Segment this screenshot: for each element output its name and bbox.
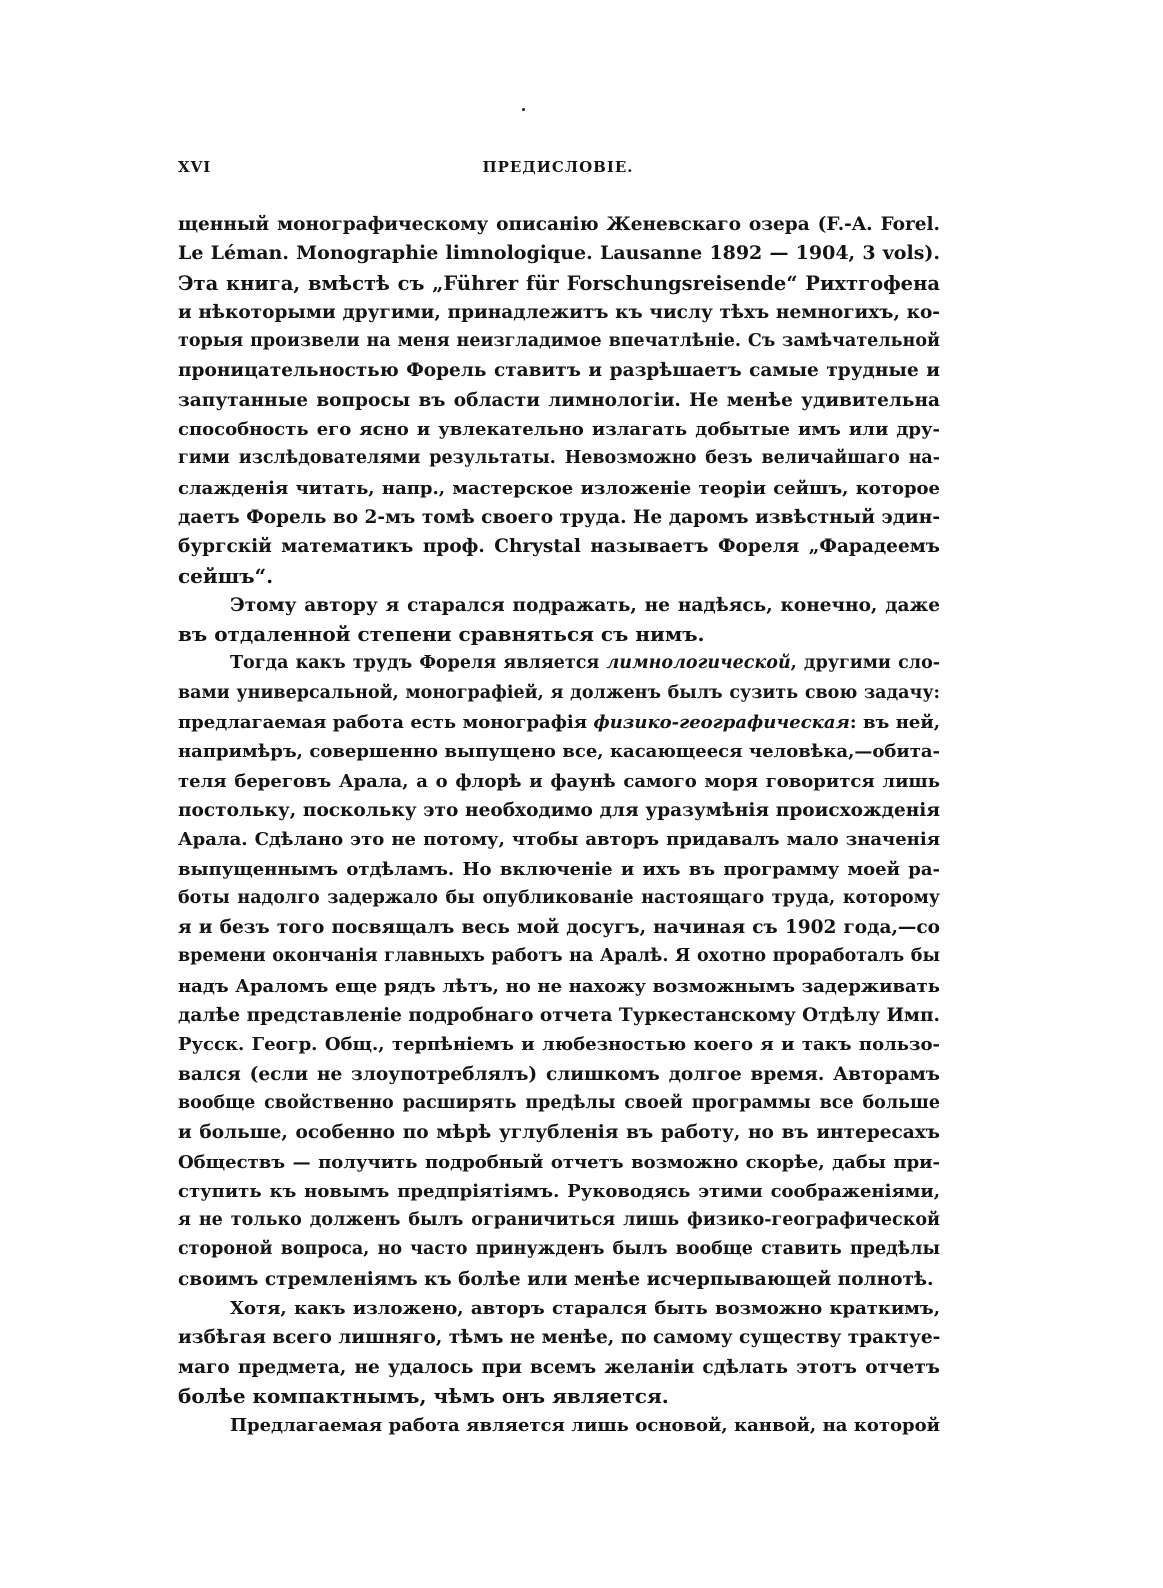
text-line: далѣе представленіе подробнаго отчета Туркестанскому Отдѣлу Имп. bbox=[178, 1005, 940, 1027]
text-line: маго предмета, не удалось при всемъ желаніи сдѣлать этотъ отчетъ bbox=[178, 1356, 940, 1378]
text-line: проницательностью Форель ставитъ и разрѣшаетъ самые трудные и bbox=[178, 360, 940, 382]
text-line: теля береговъ Арала, а о флорѣ и фаунѣ самого моря говорится лишь bbox=[178, 770, 940, 792]
text-line: Русск. Геогр. Общ., терпѣніемъ и любезностью коего я и такъ пользо- bbox=[178, 1034, 940, 1056]
running-head bbox=[178, 158, 938, 184]
page-number: XVI bbox=[178, 158, 212, 176]
text-segment: Тогда какъ трудъ Фореля является bbox=[230, 653, 607, 674]
text-line: ступить къ новымъ предпріятіямъ. Руководясь этими соображеніями, bbox=[178, 1180, 940, 1202]
body-text bbox=[178, 210, 940, 1440]
text-line: бургскій математикъ проф. Chrystal называетъ Фореля „Фарадеемъ bbox=[178, 536, 940, 558]
text-line: Обществъ — получить подробный отчетъ возможно скорѣе, дабы при- bbox=[178, 1151, 940, 1173]
text-line: вообще свойственно расширять предѣлы своей программы все больше bbox=[178, 1092, 940, 1113]
text-line: Арала. Сдѣлано это не потому, чтобы авторъ придавалъ мало значенія bbox=[178, 829, 940, 851]
text-line: постольку, поскольку это необходимо для уразумѣнія происхожденія bbox=[178, 799, 940, 821]
print-speck bbox=[522, 108, 525, 111]
text-line: болѣе компактнымъ, чѣмъ онъ является. bbox=[178, 1383, 669, 1408]
running-title: ПРЕДИСЛОВІЕ. bbox=[482, 158, 634, 176]
italic-term: физико-географическая bbox=[593, 712, 850, 734]
text-line: Этому автору я старался подражать, не надѣясь, конечно, даже bbox=[230, 594, 940, 616]
text-line: вался (если не злоупотреблялъ) слишкомъ долгое время. Авторамъ bbox=[178, 1063, 940, 1085]
text-line: напримѣръ, совершенно выпущено все, касающееся человѣка,—обита- bbox=[178, 741, 940, 763]
text-segment: , другими сло- bbox=[790, 653, 940, 674]
text-line bbox=[178, 708, 940, 737]
text-line: сейшъ“. bbox=[178, 563, 274, 588]
text-line: я не только долженъ былъ ограничиться лишь физико-географической bbox=[178, 1210, 940, 1231]
text-line: и больше, особенно по мѣрѣ углубленія въ работу, но въ интересахъ bbox=[178, 1122, 940, 1144]
text-line: слажденія читать, напр., мастерское изложеніе теоріи сейшъ, которое bbox=[178, 477, 940, 499]
text-line: избѣгая всего лишняго, тѣмъ не менѣе, по самому существу трактуе- bbox=[178, 1327, 940, 1349]
text-line: щенный монографическому описанію Женевскаго озера (F.-A. Forel. bbox=[178, 214, 940, 235]
text-segment: : въ ней, bbox=[849, 712, 940, 734]
text-line: Хотя, какъ изложено, авторъ старался быть возможно краткимъ, bbox=[230, 1297, 940, 1319]
text-line: Предлагаемая работа является лишь основой, канвой, на которой bbox=[230, 1415, 940, 1437]
text-line: даетъ Форель во 2-мъ томѣ своего труда. Не даромъ извѣстный эдин- bbox=[178, 506, 940, 528]
text-line: Эта книга, вмѣстѣ съ „Führer für Forschungsreisende“ Рихтгофена bbox=[178, 271, 940, 295]
text-line bbox=[178, 649, 940, 678]
text-line: вами универсальной, монографіей, я долженъ былъ сузить свою задачу: bbox=[178, 682, 940, 703]
text-line: я и безъ того посвящалъ весь мой досугъ, начиная съ 1902 года,—со bbox=[178, 917, 940, 939]
text-line: боты надолго задержало бы опубликованіе настоящаго труда, которому bbox=[178, 887, 940, 908]
text-line: запутанные вопросы въ области лимнологіи. Не менѣе удивительна bbox=[178, 389, 940, 411]
text-line: надъ Араломъ еще рядъ лѣтъ, но не нахожу возможнымъ задерживать bbox=[178, 975, 940, 997]
text-line: гими изслѣдователями результаты. Невозможно безъ величайшаго на- bbox=[178, 448, 940, 469]
text-line: своимъ стремленіямъ къ болѣе или менѣе исчерпывающей полнотѣ. bbox=[178, 1268, 934, 1290]
italic-term: лимнологической bbox=[606, 653, 791, 674]
text-line: времени окончанія главныхъ работъ на Аралѣ. Я охотно проработалъ бы bbox=[178, 946, 940, 967]
text-line: торыя произвели на меня неизгладимое впечатлѣніе. Съ замѣчательной bbox=[178, 331, 940, 352]
text-line: и нѣкоторыми другими, принадлежитъ къ числу тѣхъ немногихъ, ко- bbox=[178, 301, 940, 323]
text-segment: предлагаемая работа есть монографія bbox=[178, 712, 594, 734]
text-line: въ отдаленной степени сравняться съ нимъ. bbox=[178, 622, 705, 647]
text-line: выпущеннымъ отдѣламъ. Но включеніе и ихъ въ программу моей ра- bbox=[178, 858, 940, 880]
text-line: стороной вопроса, но часто принужденъ былъ вообще ставить предѣлы bbox=[178, 1239, 940, 1260]
text-line: Le Léman. Monographie limnologique. Lausanne 1892 — 1904, 3 vols). bbox=[178, 242, 940, 265]
text-line: способность его ясно и увлекательно излагать добытые имъ или дру- bbox=[178, 419, 940, 441]
